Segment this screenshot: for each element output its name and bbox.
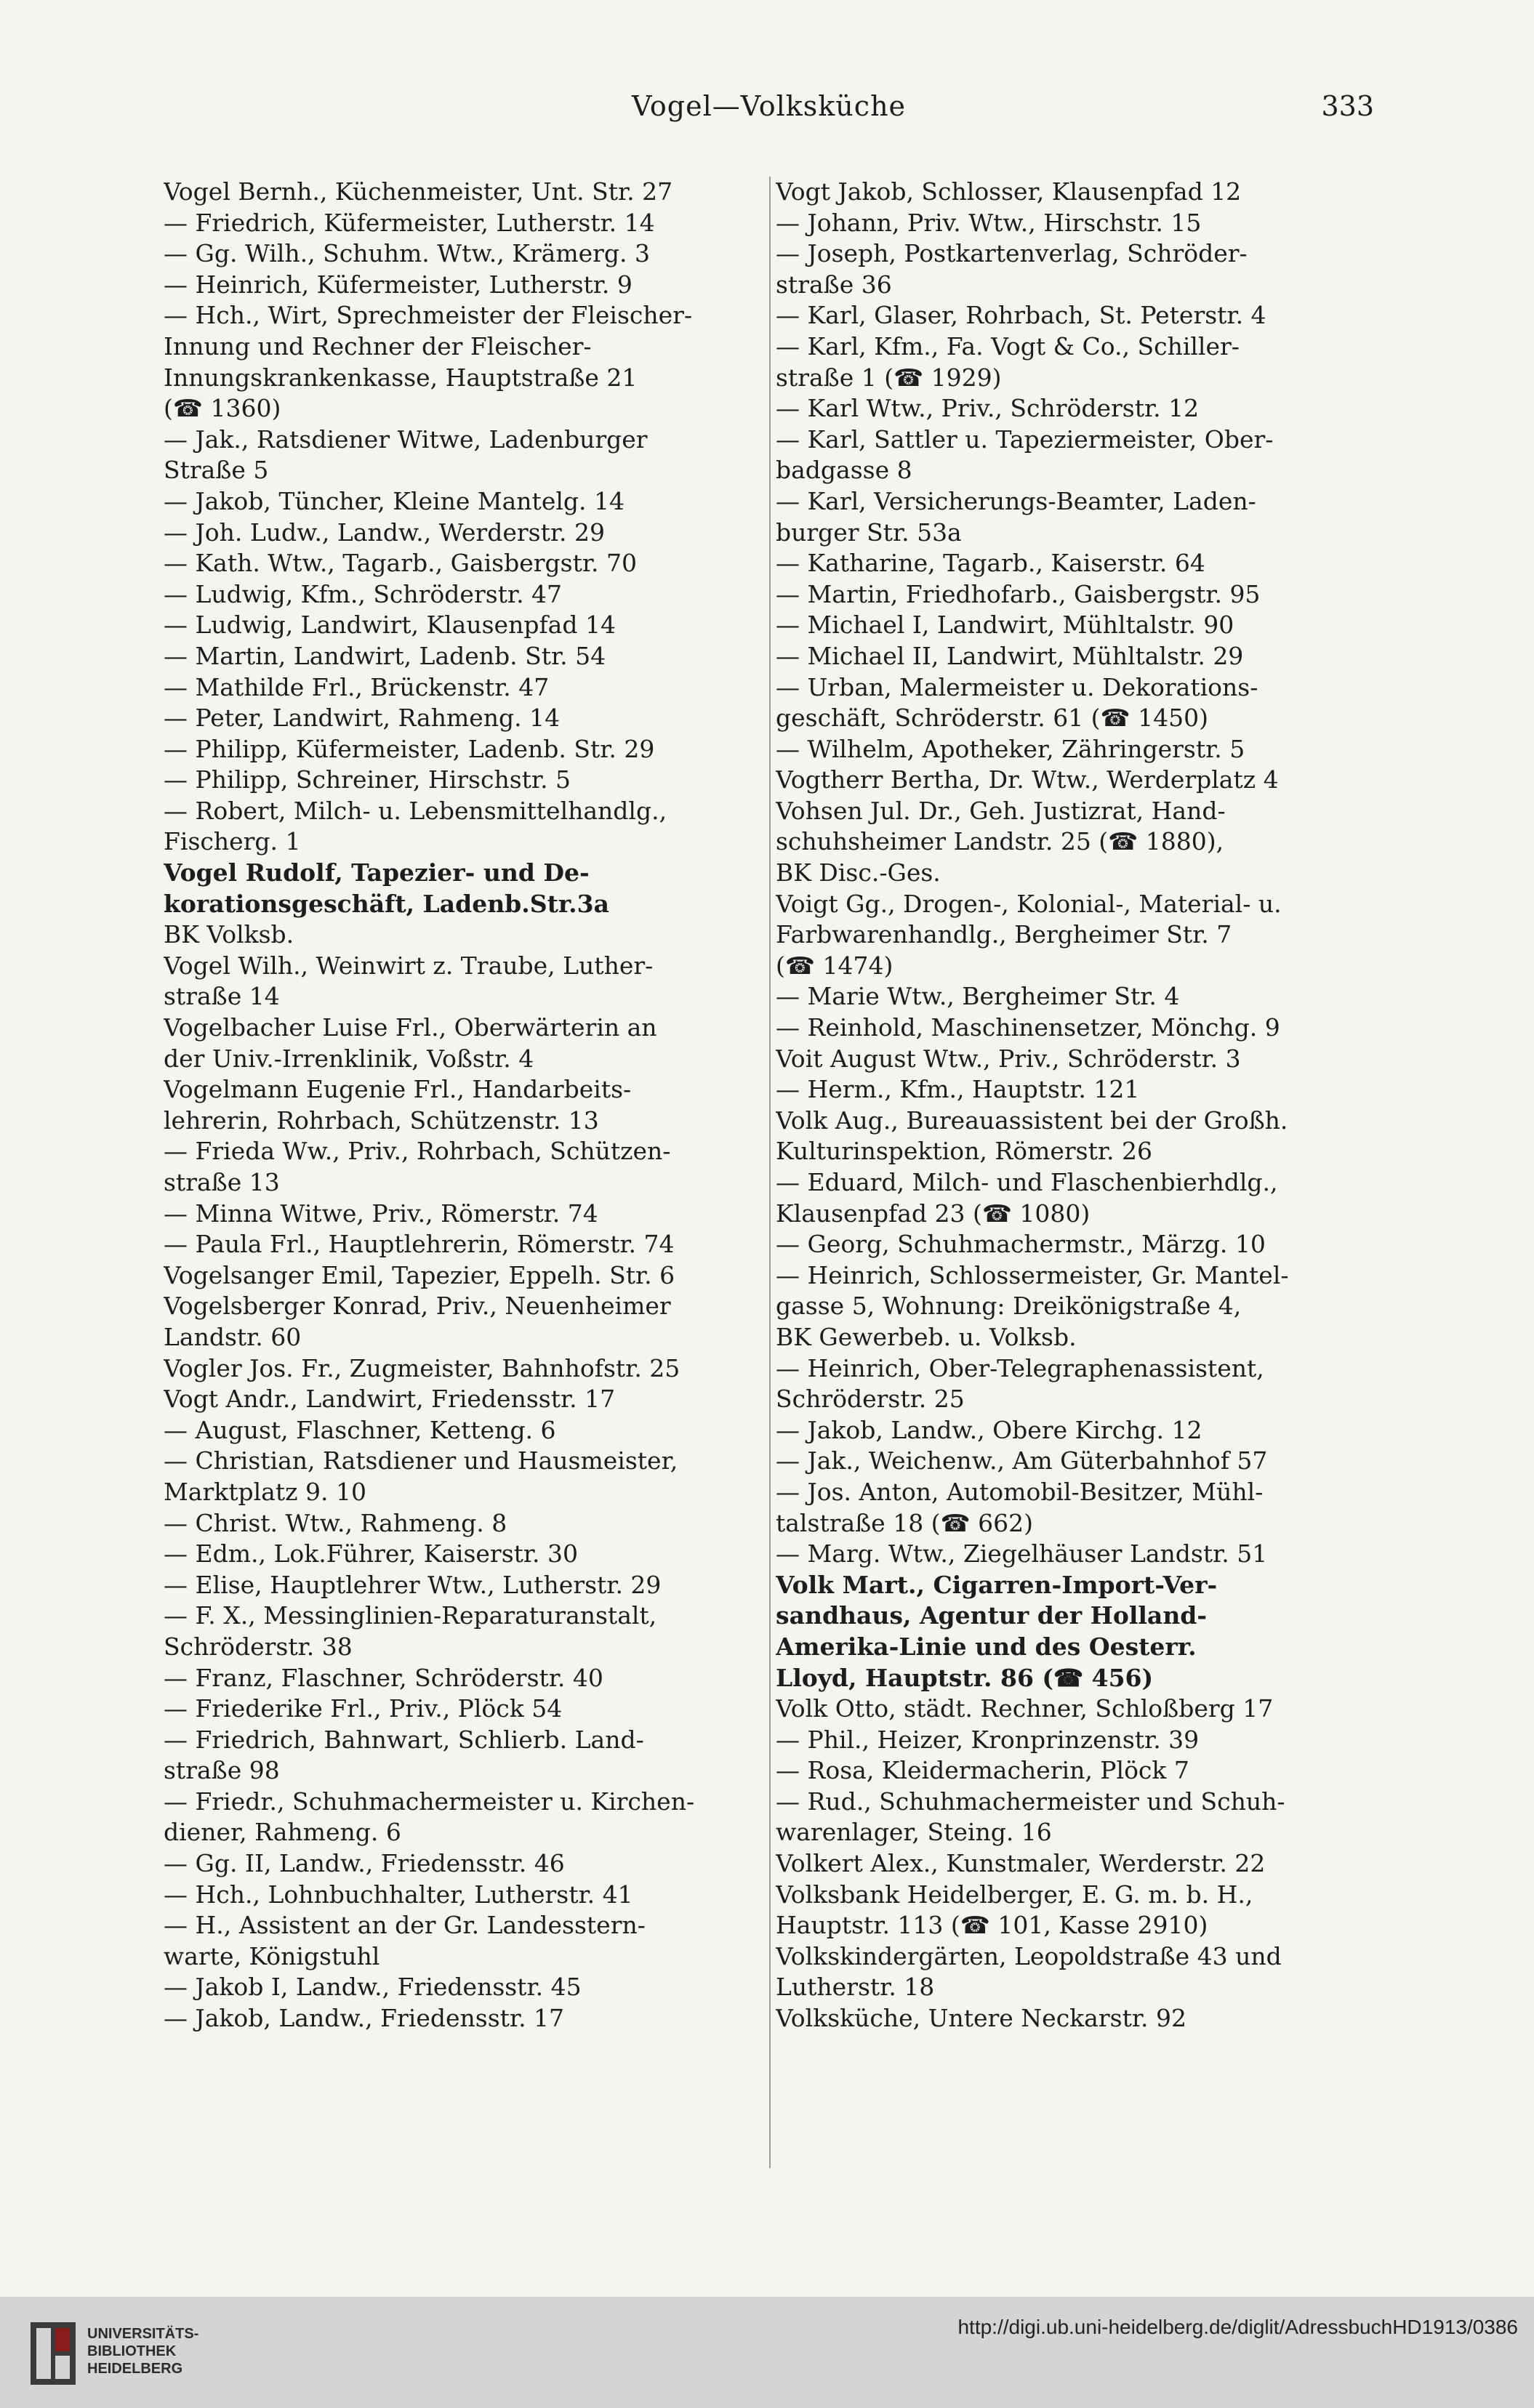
left-column-entry-line: — Joh. Ludw., Landw., Werderstr. 29 (164, 518, 605, 547)
left-column-entry-line: Innungskrankenkasse, Hauptstraße 21 (164, 363, 638, 392)
right-column-entry-line: — Rud., Schuhmachermeister und Schuh- (776, 1787, 1285, 1816)
right-column-entry-line: — Michael I, Landwirt, Mühltalstr. 90 (776, 611, 1234, 640)
right-column-entry-line: Volksbank Heidelberger, E. G. m. b. H., (776, 1880, 1253, 1909)
right-column-entry-line: — Rosa, Kleidermacherin, Plöck 7 (776, 1756, 1189, 1785)
directory-columns (164, 177, 1392, 2168)
left-column (164, 177, 767, 2034)
right-column-entry-line: — Eduard, Milch- und Flaschenbierhdlg., (776, 1168, 1278, 1196)
right-column-entry-line: Vogtherr Bertha, Dr. Wtw., Werderplatz 4 (776, 765, 1279, 794)
left-column-entry-line: — Friedrich, Bahnwart, Schlierb. Land- (164, 1725, 644, 1754)
left-column-entry-line: — Ludwig, Kfm., Schröderstr. 47 (164, 579, 563, 608)
left-column-entry-line: — Christian, Ratsdiener und Hausmeister, (164, 1446, 678, 1475)
left-column-entry-line: — Jakob, Tüncher, Kleine Mantelg. 14 (164, 486, 625, 515)
left-column-entry-line: — Friedr., Schuhmachermeister u. Kirchen- (164, 1787, 695, 1816)
left-column-entry-line: — August, Flaschner, Ketteng. 6 (164, 1415, 556, 1444)
right-column-entry-line: — Martin, Friedhofarb., Gaisbergstr. 95 (776, 579, 1261, 608)
left-column-entry-line: Innung und Rechner der Fleischer- (164, 331, 592, 361)
left-column-entry-line: — Jakob I, Landw., Friedensstr. 45 (164, 1973, 582, 2002)
source-url-link[interactable]: http://digi.ub.uni-heidelberg.de/diglit/AdressbuchHD1913/0386 (957, 2316, 1518, 2338)
left-column-entry-line: BK Volksb. (164, 920, 294, 949)
right-column-entry-line: warenlager, Steing. 16 (776, 1818, 1052, 1847)
right-column-entry-line: — Georg, Schuhmachermstr., Märzg. 10 (776, 1230, 1266, 1259)
right-column-entry-line: Klausenpfad 23 (☎ 1080) (776, 1199, 1091, 1228)
right-column-entry-line: — Herm., Kfm., Hauptstr. 121 (776, 1075, 1140, 1104)
right-column-entry-line: sandhaus, Agentur der Holland- (776, 1601, 1208, 1630)
right-column (776, 177, 1379, 2034)
right-column-entry-line: — Karl, Versicherungs-Beamter, Laden- (776, 486, 1256, 515)
right-column-entry-line: — Marg. Wtw., Ziegelhäuser Landstr. 51 (776, 1539, 1268, 1569)
left-column-entry-line: — Philipp, Küfermeister, Ladenb. Str. 29 (164, 734, 655, 763)
left-column-entry-line: — Hch., Lohnbuchhalter, Lutherstr. 41 (164, 1880, 633, 1909)
right-column-entry-line: — Joseph, Postkartenverlag, Schröder- (776, 239, 1248, 268)
right-column-entry-line: burger Str. 53a (776, 518, 962, 547)
left-column-entry-line: — Friedrich, Küfermeister, Lutherstr. 14 (164, 208, 655, 237)
left-column-entry-line: Marktplatz 9. 10 (164, 1477, 366, 1506)
library-logo-icon (29, 2321, 77, 2386)
left-column-entry-line: — F. X., Messinglinien-Reparaturanstalt, (164, 1601, 657, 1630)
left-column-entry-line: lehrerin, Rohrbach, Schützenstr. 13 (164, 1106, 599, 1135)
right-column-entry-line: — Johann, Priv. Wtw., Hirschstr. 15 (776, 208, 1202, 237)
left-column-entry-line: — Paula Frl., Hauptlehrerin, Römerstr. 74 (164, 1230, 675, 1259)
right-column-entry-line: — Jakob, Landw., Obere Kirchg. 12 (776, 1415, 1202, 1444)
left-column-entry-line: Landstr. 60 (164, 1322, 302, 1351)
right-column-entry-line: Lutherstr. 18 (776, 1973, 935, 2002)
left-column-entry-line: warte, Königstuhl (164, 1941, 380, 1970)
right-column-entry-line: — Katharine, Tagarb., Kaiserstr. 64 (776, 549, 1205, 578)
right-column-entry-line: Volksküche, Untere Neckarstr. 92 (776, 2004, 1186, 2033)
left-column-entry-line: — Frieda Ww., Priv., Rohrbach, Schützen- (164, 1137, 671, 1166)
left-column-entry-line: — Robert, Milch- u. Lebensmittelhandlg., (164, 796, 667, 825)
right-column-entry-line: Volk Otto, städt. Rechner, Schloßberg 17 (776, 1694, 1274, 1723)
left-column-entry-line: Vogel Wilh., Weinwirt z. Traube, Luther- (164, 951, 654, 980)
left-column-entry-line: Vogt Andr., Landwirt, Friedensstr. 17 (164, 1385, 616, 1414)
right-column-entry-line: Vogt Jakob, Schlosser, Klausenpfad 12 (776, 177, 1242, 206)
right-column-entry-line: Schröderstr. 25 (776, 1385, 965, 1414)
right-column-entry-line: straße 36 (776, 270, 892, 299)
left-column-entry-line: Vogelmann Eugenie Frl., Handarbeits- (164, 1075, 632, 1104)
left-column-entry-line: — Christ. Wtw., Rahmeng. 8 (164, 1508, 507, 1537)
right-column-entry-line: Volkskindergärten, Leopoldstraße 43 und (776, 1941, 1282, 1970)
right-column-entry-line: talstraße 18 (☎ 662) (776, 1508, 1034, 1537)
page-header (164, 90, 1374, 134)
right-column-entry-line: — Reinhold, Maschinensetzer, Mönchg. 9 (776, 1013, 1280, 1042)
running-title: Vogel—Volksküche (631, 90, 907, 122)
left-column-entry-line: — Friederike Frl., Priv., Plöck 54 (164, 1694, 563, 1723)
left-column-entry-line: — Gg. Wilh., Schuhm. Wtw., Krämerg. 3 (164, 239, 651, 268)
left-column-entry-line: — Heinrich, Küfermeister, Lutherstr. 9 (164, 270, 633, 299)
right-column-entry-line: Lloyd, Hauptstr. 86 (☎ 456) (776, 1663, 1154, 1692)
left-column-entry-line: korationsgeschäft, Ladenb.Str.3a (164, 889, 610, 918)
left-column-entry-line: straße 13 (164, 1168, 280, 1196)
right-column-entry-line: — Karl, Sattler u. Tapeziermeister, Ober- (776, 424, 1274, 454)
right-column-entry-line: — Urban, Malermeister u. Dekorations- (776, 672, 1258, 701)
right-column-entry-line: — Karl, Glaser, Rohrbach, St. Peterstr. 4 (776, 301, 1266, 330)
right-column-entry-line: Volk Aug., Bureauassistent bei der Großh. (776, 1106, 1288, 1135)
library-logo[interactable] (29, 2315, 233, 2391)
right-column-entry-line: — Jos. Anton, Automobil-Besitzer, Mühl- (776, 1477, 1264, 1506)
right-column-entry-line: Hauptstr. 113 (☎ 101, Kasse 2910) (776, 1911, 1208, 1940)
right-column-entry-line: Volk Mart., Cigarren-Import-Ver- (776, 1570, 1218, 1599)
right-column-entry-line: — Karl Wtw., Priv., Schröderstr. 12 (776, 394, 1200, 423)
left-column-entry-line: — Martin, Landwirt, Ladenb. Str. 54 (164, 641, 606, 670)
logo-line-3: HEIDELBERG (87, 2361, 183, 2377)
left-column-entry-line: diener, Rahmeng. 6 (164, 1818, 401, 1847)
left-column-entry-line: Vogel Rudolf, Tapezier- und De- (164, 858, 590, 887)
right-column-entry-line: — Heinrich, Schlossermeister, Gr. Mantel- (776, 1260, 1289, 1289)
right-column-entry-line: geschäft, Schröderstr. 61 (☎ 1450) (776, 704, 1208, 733)
left-column-entry-line: — Elise, Hauptlehrer Wtw., Lutherstr. 29 (164, 1570, 662, 1599)
right-column-entry-line: BK Gewerbeb. u. Volksb. (776, 1322, 1077, 1351)
right-column-entry-line: — Michael II, Landwirt, Mühltalstr. 29 (776, 641, 1244, 670)
left-column-entry-line: Vogel Bernh., Küchenmeister, Unt. Str. 27 (164, 177, 673, 206)
right-column-entry-line: (☎ 1474) (776, 951, 894, 980)
right-column-entry-line: BK Disc.-Ges. (776, 858, 941, 887)
left-column-entry-line: — Jak., Ratsdiener Witwe, Ladenburger (164, 424, 648, 454)
left-column-entry-line: — Jakob, Landw., Friedensstr. 17 (164, 2004, 565, 2033)
right-column-entry-line: straße 1 (☎ 1929) (776, 363, 1002, 392)
left-column-entry-line: Straße 5 (164, 456, 269, 485)
right-column-entry-line: gasse 5, Wohnung: Dreikönigstraße 4, (776, 1292, 1242, 1321)
right-column-entry-line: — Jak., Weichenw., Am Güterbahnhof 57 (776, 1446, 1268, 1475)
left-column-entry-line: — Ludwig, Landwirt, Klausenpfad 14 (164, 611, 616, 640)
left-column-entry-line: straße 98 (164, 1756, 280, 1785)
left-column-entry-line: — Peter, Landwirt, Rahmeng. 14 (164, 704, 561, 733)
right-column-entry-line: Farbwarenhandlg., Bergheimer Str. 7 (776, 920, 1232, 949)
right-column-entry-line: — Wilhelm, Apotheker, Zähringerstr. 5 (776, 734, 1245, 763)
right-column-entry-line: schuhsheimer Landstr. 25 (☎ 1880), (776, 827, 1224, 856)
right-column-entry-line: Volkert Alex., Kunstmaler, Werderstr. 22 (776, 1849, 1266, 1878)
library-logo-text (87, 2325, 198, 2377)
left-column-entry-line: — Minna Witwe, Priv., Römerstr. 74 (164, 1199, 598, 1228)
left-column-entry-line: Vogelsanger Emil, Tapezier, Eppelh. Str. 6 (164, 1260, 675, 1289)
right-column-entry-line: Kulturinspektion, Römerstr. 26 (776, 1137, 1152, 1166)
right-column-entry-line: Voit August Wtw., Priv., Schröderstr. 3 (776, 1044, 1241, 1073)
left-column-entry-line: Vogler Jos. Fr., Zugmeister, Bahnhofstr. 25 (164, 1353, 680, 1382)
left-column-entry-line: Vogelsberger Konrad, Priv., Neuenheimer (164, 1292, 671, 1321)
left-column-entry-line: straße 14 (164, 982, 280, 1011)
left-column-entry-line: Fischerg. 1 (164, 827, 301, 856)
left-column-entry-line: (☎ 1360) (164, 394, 281, 423)
logo-line-2: BIBLIOTHEK (87, 2343, 177, 2359)
left-column-entry-line: — Gg. II, Landw., Friedensstr. 46 (164, 1849, 565, 1878)
right-column-entry-line: badgasse 8 (776, 456, 912, 485)
right-column-entry-line: — Marie Wtw., Bergheimer Str. 4 (776, 982, 1180, 1011)
right-column-entry-line: Voigt Gg., Drogen-, Kolonial-, Material- u. (776, 889, 1282, 918)
left-column-entry-line: Vogelbacher Luise Frl., Oberwärterin an (164, 1013, 657, 1042)
right-column-entry-line: — Heinrich, Ober-Telegraphenassistent, (776, 1353, 1264, 1382)
left-column-entry-line: der Univ.-Irrenklinik, Voßstr. 4 (164, 1044, 534, 1073)
left-column-entry-line: — Mathilde Frl., Brückenstr. 47 (164, 672, 550, 701)
right-column-entry-line: — Karl, Kfm., Fa. Vogt & Co., Schiller- (776, 331, 1240, 361)
left-column-entry-line: Schröderstr. 38 (164, 1632, 353, 1661)
left-column-entry-line: — Hch., Wirt, Sprechmeister der Fleischer- (164, 301, 693, 330)
right-column-entry-line: Amerika-Linie und des Oesterr. (776, 1632, 1197, 1661)
page-number: 333 (1321, 90, 1374, 122)
left-column-entry-line: — Franz, Flaschner, Schröderstr. 40 (164, 1663, 603, 1692)
column-divider (769, 177, 771, 2168)
left-column-entry-line: — Edm., Lok.Führer, Kaiserstr. 30 (164, 1539, 579, 1569)
left-column-entry-line: — Kath. Wtw., Tagarb., Gaisbergstr. 70 (164, 549, 637, 578)
left-column-entry-line: — H., Assistent an der Gr. Landesstern- (164, 1911, 646, 1940)
left-column-entry-line: — Philipp, Schreiner, Hirschstr. 5 (164, 765, 571, 794)
logo-line-1: UNIVERSITÄTS- (87, 2326, 199, 2342)
right-column-entry-line: — Phil., Heizer, Kronprinzenstr. 39 (776, 1725, 1200, 1754)
right-column-entry-line: Vohsen Jul. Dr., Geh. Justizrat, Hand- (776, 796, 1226, 825)
